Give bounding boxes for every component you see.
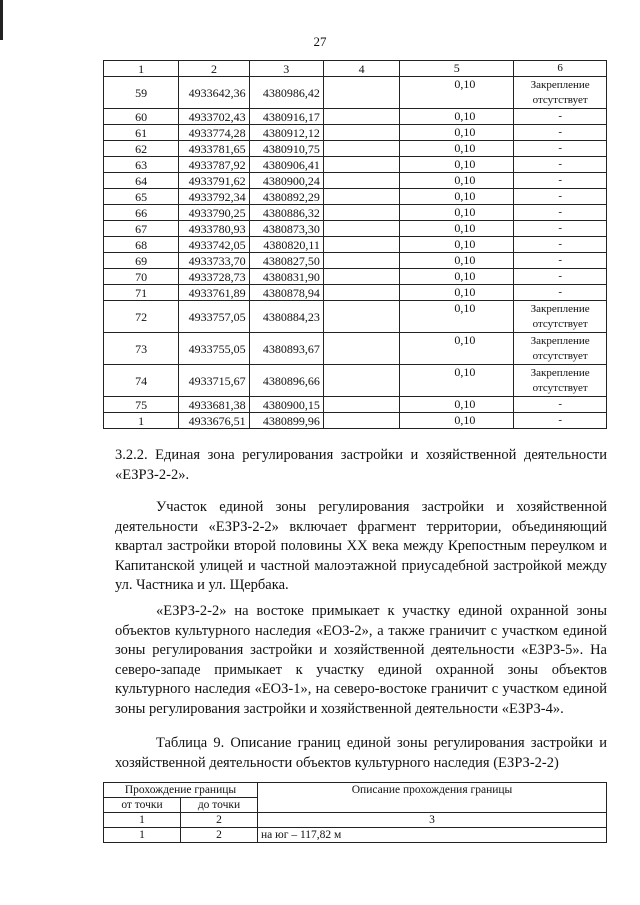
paragraph-zone-neighbors: «ЕЗРЗ-2-2» на востоке примыкает к участку единой охранной зоны объектов культурного наследия «ЕОЗ-2», а также граничит с участком единой зоны регулирования застройки и хозяйственной деятельности «ЕЗРЗ-5». На северо-западе примыкает к участку единой охранной зоны объектов культурного наследия «ЕОЗ-1», на северо-востоке граничит с участком единой зоны регулирования застройки и хозяйственной деятельности «ЕЗРЗ-4». [115, 603, 607, 717]
table-row [104, 413, 607, 429]
note-cell: - [514, 221, 607, 237]
point-cell: 66 [104, 205, 179, 221]
x-coordinate-cell: 4933761,89 [179, 285, 249, 301]
empty-cell [323, 157, 399, 173]
header-cell: 5 [400, 61, 514, 77]
distance-cell: 0,10 [400, 221, 514, 237]
y-coordinate-cell: 4380893,67 [249, 333, 323, 365]
empty-cell [323, 397, 399, 413]
note-cell: - [514, 109, 607, 125]
y-coordinate-cell: 4380827,50 [249, 253, 323, 269]
table-header-row [104, 61, 607, 77]
x-coordinate-cell: 4933781,65 [179, 141, 249, 157]
x-coordinate-cell: 4933681,38 [179, 397, 249, 413]
distance-cell: 0,10 [400, 301, 514, 333]
empty-cell [323, 237, 399, 253]
y-coordinate-cell: 4380900,15 [249, 397, 323, 413]
distance-cell: 0,10 [400, 109, 514, 125]
empty-cell [323, 253, 399, 269]
distance-cell: 0,10 [400, 77, 514, 109]
y-coordinate-cell: 4380986,42 [249, 77, 323, 109]
y-coordinate-cell: 4380831,90 [249, 269, 323, 285]
x-coordinate-cell: 4933755,05 [179, 333, 249, 365]
header-cell: 3 [249, 61, 323, 77]
table-row [104, 173, 607, 189]
table-row [104, 365, 607, 397]
table-row [104, 285, 607, 301]
table-header-row [104, 783, 607, 798]
x-coordinate-cell: 4933780,93 [179, 221, 249, 237]
point-cell: 59 [104, 77, 179, 109]
point-cell: 72 [104, 301, 179, 333]
point-cell: 68 [104, 237, 179, 253]
y-coordinate-cell: 4380900,24 [249, 173, 323, 189]
distance-cell: 0,10 [400, 125, 514, 141]
empty-cell [323, 205, 399, 221]
header-cell: 4 [323, 61, 399, 77]
x-coordinate-cell: 4933757,05 [179, 301, 249, 333]
note-cell: - [514, 125, 607, 141]
y-coordinate-cell: 4380906,41 [249, 157, 323, 173]
x-coordinate-cell: 4933715,67 [179, 365, 249, 397]
header-cell: 6 [514, 61, 607, 77]
table9-boundary-description [103, 782, 607, 843]
x-coordinate-cell: 4933676,51 [179, 413, 249, 429]
table-row [104, 237, 607, 253]
description-cell: на юг – 117,82 м [258, 828, 607, 843]
x-coordinate-cell: 4933774,28 [179, 125, 249, 141]
y-coordinate-cell: 4380878,94 [249, 285, 323, 301]
distance-cell: 0,10 [400, 253, 514, 269]
distance-cell: 0,10 [400, 157, 514, 173]
header-from: от точки [104, 798, 181, 813]
table-row [104, 157, 607, 173]
y-coordinate-cell: 4380896,66 [249, 365, 323, 397]
point-cell: 69 [104, 253, 179, 269]
y-coordinate-cell: 4380910,75 [249, 141, 323, 157]
distance-cell: 0,10 [400, 189, 514, 205]
point-cell: 65 [104, 189, 179, 205]
header-cell: 1 [104, 61, 179, 77]
x-coordinate-cell: 4933642,36 [179, 77, 249, 109]
empty-cell [323, 77, 399, 109]
y-coordinate-cell: 4380884,23 [249, 301, 323, 333]
distance-cell: 0,10 [400, 237, 514, 253]
y-coordinate-cell: 4380886,32 [249, 205, 323, 221]
table-row [104, 221, 607, 237]
empty-cell [323, 221, 399, 237]
table9-caption: Таблица 9. Описание границ единой зоны регулирования застройки и хозяйственной деятельности объектов культурного наследия (ЕЗРЗ-2-2) [115, 735, 607, 771]
point-cell: 62 [104, 141, 179, 157]
y-coordinate-cell: 4380873,30 [249, 221, 323, 237]
header-description: Описание прохождения границы [258, 783, 607, 813]
empty-cell [323, 269, 399, 285]
header-cell: 2 [179, 61, 249, 77]
y-coordinate-cell: 4380916,17 [249, 109, 323, 125]
note-cell: - [514, 413, 607, 429]
x-coordinate-cell: 4933702,43 [179, 109, 249, 125]
distance-cell: 0,10 [400, 173, 514, 189]
note-cell: - [514, 237, 607, 253]
note-cell: Закрепление отсутствует [514, 365, 607, 397]
x-coordinate-cell: 4933742,05 [179, 237, 249, 253]
table-row [104, 828, 607, 843]
note-cell: Закрепление отсутствует [514, 333, 607, 365]
note-cell: - [514, 173, 607, 189]
point-cell: 61 [104, 125, 179, 141]
empty-cell [323, 141, 399, 157]
distance-cell: 0,10 [400, 141, 514, 157]
note-cell: - [514, 253, 607, 269]
point-cell: 75 [104, 397, 179, 413]
point-cell: 60 [104, 109, 179, 125]
empty-cell [323, 333, 399, 365]
header-passage: Прохождение границы [104, 783, 258, 798]
distance-cell: 0,10 [400, 269, 514, 285]
note-cell: - [514, 269, 607, 285]
note-cell: - [514, 205, 607, 221]
empty-cell [323, 109, 399, 125]
table-row [104, 269, 607, 285]
note-cell: Закрепление отсутствует [514, 77, 607, 109]
distance-cell: 0,10 [400, 333, 514, 365]
point-cell: 70 [104, 269, 179, 285]
header-to: до точки [181, 798, 258, 813]
distance-cell: 0,10 [400, 285, 514, 301]
number-cell: 1 [104, 813, 181, 828]
point-cell: 63 [104, 157, 179, 173]
number-cell: 3 [258, 813, 607, 828]
point-cell: 67 [104, 221, 179, 237]
table-row [104, 189, 607, 205]
table-row [104, 301, 607, 333]
empty-cell [323, 365, 399, 397]
distance-cell: 0,10 [400, 365, 514, 397]
x-coordinate-cell: 4933791,62 [179, 173, 249, 189]
distance-cell: 0,10 [400, 397, 514, 413]
x-coordinate-cell: 4933790,25 [179, 205, 249, 221]
table-row [104, 205, 607, 221]
table-row [104, 253, 607, 269]
empty-cell [323, 413, 399, 429]
table-row [104, 77, 607, 109]
paragraph-zone-description: Участок единой зоны регулирования застройки и хозяйственной деятельности «ЕЗРЗ-2-2» включает фрагмент территории, объединяющий квартал застройки второй половины XX века между Крепостным переулком и Капитанской улицей и частной малоэтажной приусадебной застройкой между ул. Частника и ул. Щербака. [115, 499, 607, 593]
number-cell: 2 [181, 813, 258, 828]
table-row [104, 125, 607, 141]
note-cell: - [514, 285, 607, 301]
y-coordinate-cell: 4380892,29 [249, 189, 323, 205]
point-cell: 73 [104, 333, 179, 365]
from-cell: 1 [104, 828, 181, 843]
distance-cell: 0,10 [400, 413, 514, 429]
empty-cell [323, 125, 399, 141]
section-heading: 3.2.2. Единая зона регулирования застройки и хозяйственной деятельности «ЕЗРЗ-2-2». [115, 447, 607, 483]
distance-cell: 0,10 [400, 205, 514, 221]
table-row [104, 109, 607, 125]
note-cell: - [514, 141, 607, 157]
empty-cell [323, 173, 399, 189]
note-cell: - [514, 189, 607, 205]
table-row [104, 141, 607, 157]
y-coordinate-cell: 4380820,11 [249, 237, 323, 253]
y-coordinate-cell: 4380912,12 [249, 125, 323, 141]
note-cell: - [514, 157, 607, 173]
point-cell: 1 [104, 413, 179, 429]
page-number: 27 [313, 34, 327, 49]
note-cell: - [514, 397, 607, 413]
table-number-row [104, 813, 607, 828]
y-coordinate-cell: 4380899,96 [249, 413, 323, 429]
point-cell: 74 [104, 365, 179, 397]
coordinates-table [103, 60, 607, 429]
empty-cell [323, 285, 399, 301]
x-coordinate-cell: 4933733,70 [179, 253, 249, 269]
table-row [104, 333, 607, 365]
table-row [104, 397, 607, 413]
point-cell: 64 [104, 173, 179, 189]
empty-cell [323, 189, 399, 205]
x-coordinate-cell: 4933792,34 [179, 189, 249, 205]
note-cell: Закрепление отсутствует [514, 301, 607, 333]
x-coordinate-cell: 4933728,73 [179, 269, 249, 285]
point-cell: 71 [104, 285, 179, 301]
empty-cell [323, 301, 399, 333]
x-coordinate-cell: 4933787,92 [179, 157, 249, 173]
to-cell: 2 [181, 828, 258, 843]
